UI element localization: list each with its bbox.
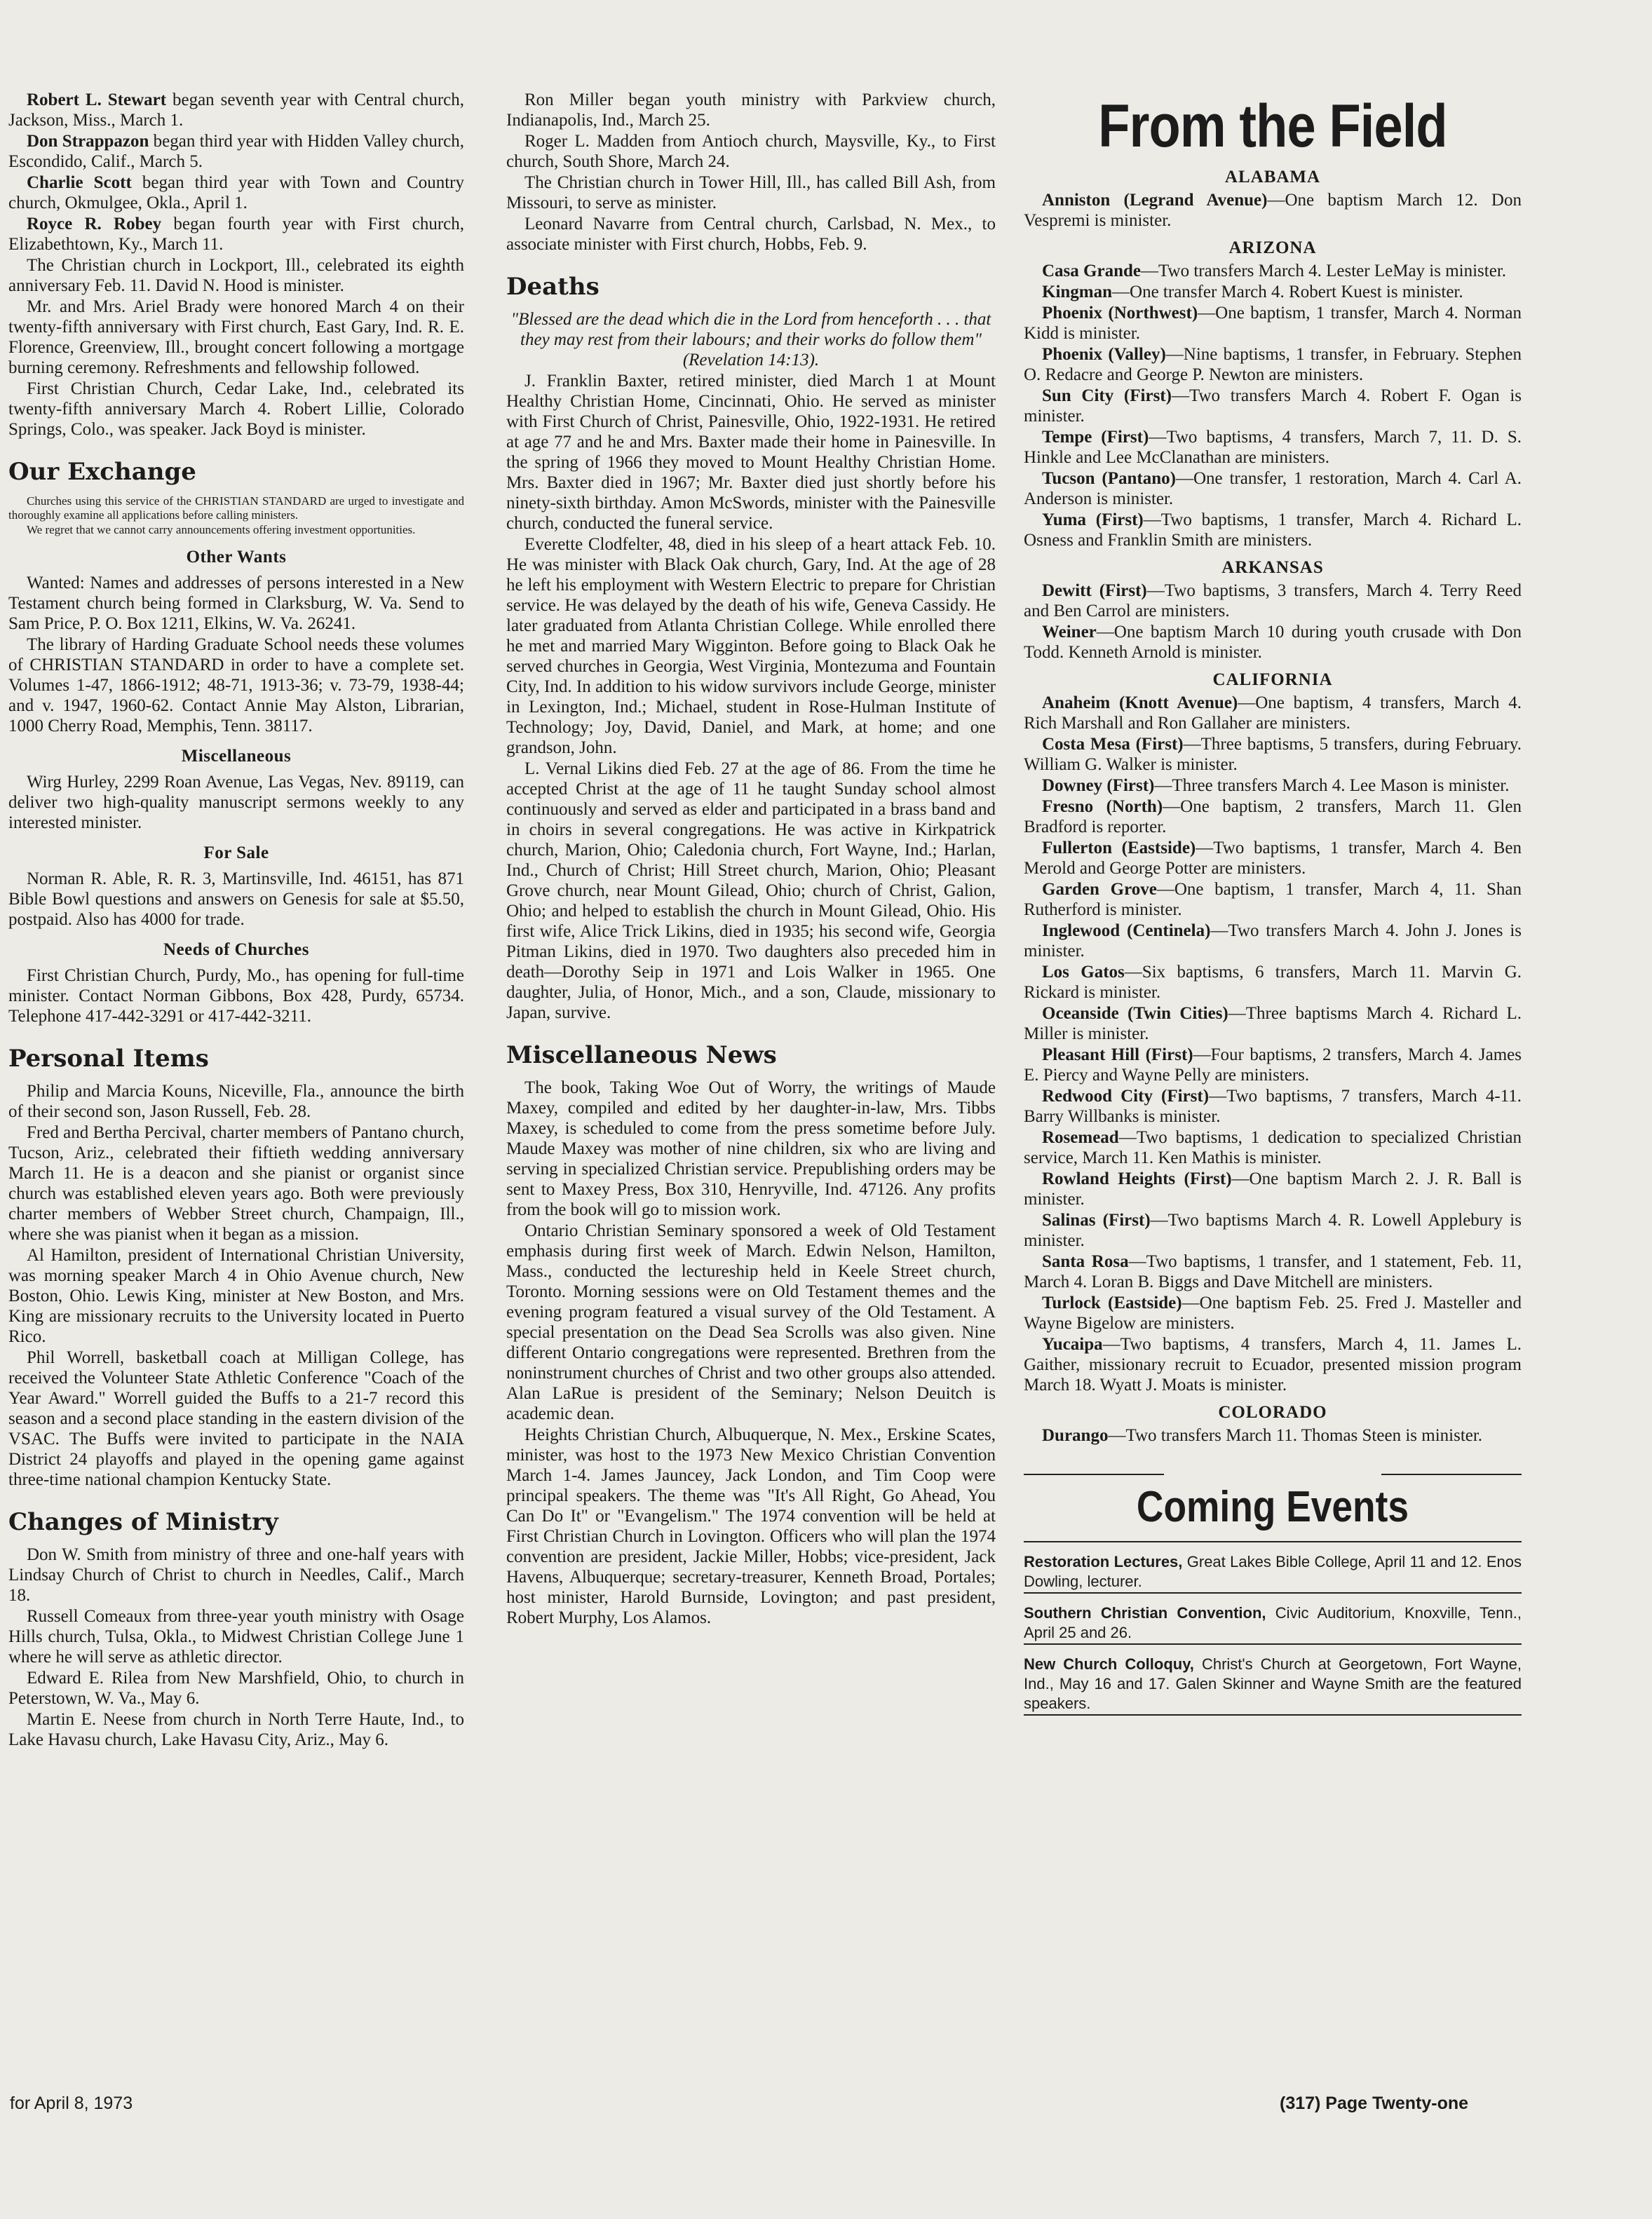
footer-page-number: (317) Page Twenty-one <box>1280 2094 1469 2113</box>
church-report-text: —Two baptisms, 1 transfer, and 1 statement, Feb. 11, March 4. Loran B. Biggs and Dave Mitchell are ministers. <box>1024 1252 1522 1291</box>
changes-of-ministry-heading: Changes of Ministry <box>8 1508 278 1536</box>
church-report-text: —One transfer, 1 restoration, March 4. Carl A. Anderson is minister. <box>1024 469 1522 508</box>
item-paragraph: Russell Comeaux from three-year youth ministry with Osage Hills church, Tulsa, Okla., to Midwest Christian College June 1 where he will serve as athletic director. <box>8 1607 464 1667</box>
misc-news-list <box>506 1078 996 1628</box>
ministry-items <box>506 90 996 255</box>
church-report-text: —Three baptisms March 4. Richard L. Miller is minister. <box>1024 1004 1522 1043</box>
church-report <box>1024 1210 1522 1251</box>
church-report-text: —Two baptisms, 1 dedication to specialized Christian service, March 11. Ken Mathis is minister. <box>1024 1128 1522 1167</box>
item-paragraph: Don W. Smith from ministry of three and one-half years with Lindsay Church of Christ to church in Needles, Calif., March 18. <box>8 1545 464 1605</box>
item-paragraph: The book, Taking Woe Out of Worry, the writings of Maude Maxey, compiled and edited by her daughter-in-law, Mrs. Tibbs Maxey, is scheduled to come from the press sometime before July. Maude Maxey was mother of nine children, six who are living and serving in specialized Christian service. Prepublishing orders may be sent to Maxey Press, Box 310, Henryville, Ind. 47126. Any profits from the book will go to mission work. <box>506 1078 996 1219</box>
column-middle <box>506 90 996 1629</box>
church-name: Anniston (Legrand Avenue) <box>1042 191 1268 210</box>
church-report-text: —Nine baptisms, 1 transfer, in February. Stephen O. Redacre and George P. Newton are ministers. <box>1024 345 1522 384</box>
miscellaneous-list <box>8 772 464 833</box>
item-paragraph: First Christian Church, Purdy, Mo., has opening for full-time minister. Contact Norman Gibbons, Box 428, Purdy, 65734. Telephone 417-442-3291 or 417-442-3211. <box>8 966 464 1026</box>
changes-list <box>8 1545 464 1750</box>
church-report-text: —Two transfers March 11. Thomas Steen is minister. <box>1108 1426 1483 1445</box>
church-report-text: —Two transfers March 4. John J. Jones is minister. <box>1024 921 1522 961</box>
church-report <box>1024 879 1522 920</box>
state-reports <box>1024 167 1522 1446</box>
events-rule <box>1024 1643 1522 1645</box>
misc-news-heading: Miscellaneous News <box>506 1041 777 1069</box>
state-heading: ARKANSAS <box>1221 558 1324 577</box>
church-name: Santa Rosa <box>1042 1252 1129 1271</box>
other-wants-list <box>8 573 464 736</box>
church-report <box>1024 1003 1522 1044</box>
item-paragraph: Martin E. Neese from church in North Terre Haute, Ind., to Lake Havasu church, Lake Havasu City, Ariz., May 6. <box>8 1710 464 1749</box>
item-paragraph: Phil Worrell, basketball coach at Milligan College, has received the Volunteer State Athletic Conference "Coach of the Year Award." Worrell guided the Buffs to a 21-7 record this season and a second place standing in the eastern division of the VSAC. The Buffs were invited to participate in the NAIA District 24 playoffs and played in the opening game against three-time national champion Kentucky State. <box>8 1348 464 1489</box>
church-report-text: —One baptism March 2. J. R. Ball is minister. <box>1024 1169 1522 1209</box>
event-name: Restoration Lectures, <box>1024 1553 1183 1570</box>
announcement-text: Mr. and Mrs. Ariel Brady were honored March 4 on their twenty-fifth anniversary with First church, East Gary, Ind. R. E. Florence, Greenview, Ill., brought concert following a mortgage burning ceremony. Refreshments and fellowship followed. <box>8 297 464 377</box>
church-report-text: —One baptism March 12. Don Vespremi is minister. <box>1024 191 1522 230</box>
announcement-item <box>8 90 464 130</box>
church-report <box>1024 303 1522 344</box>
exchange-note: Churches using this service of the CHRISTIAN STANDARD are urged to investigate and thoroughly examine all applications before calling ministers. <box>8 494 464 522</box>
event-item <box>1024 1552 1522 1592</box>
other-wants-heading: Other Wants <box>186 548 287 566</box>
church-report <box>1024 796 1522 837</box>
announcement-item <box>8 172 464 213</box>
divider-line <box>1381 1474 1522 1475</box>
item-paragraph: Ron Miller began youth ministry with Parkview church, Indianapolis, Ind., March 25. <box>506 90 996 130</box>
church-name: Sun City (First) <box>1042 386 1172 405</box>
footer-date: for April 8, 1973 <box>10 2094 133 2113</box>
church-report <box>1024 1293 1522 1334</box>
from-the-field-heading: From the Field <box>1098 93 1447 160</box>
announcement-text: began third year with Town and Country church, Okmulgee, Okla., April 1. <box>8 173 464 212</box>
state-heading: ARIZONA <box>1228 238 1317 257</box>
personal-items-heading: Personal Items <box>8 1045 209 1073</box>
item-paragraph: Leonard Navarre from Central church, Carlsbad, N. Mex., to associate minister with First church, Hobbs, Feb. 9. <box>506 215 996 254</box>
church-report-text: —One baptism, 2 transfers, March 11. Glen Bradford is reporter. <box>1024 797 1522 836</box>
church-report-text: —Three baptisms, 5 transfers, during February. William G. Walker is minister. <box>1024 735 1522 774</box>
announcement-item <box>8 255 464 296</box>
announcement-text: began seventh year with Central church, Jackson, Miss., March 1. <box>8 90 465 130</box>
church-report-text: —One baptism Feb. 25. Fred J. Masteller and Wayne Bigelow are ministers. <box>1024 1294 1522 1333</box>
church-report <box>1024 775 1522 796</box>
item-paragraph: The Christian church in Tower Hill, Ill., has called Bill Ash, from Missouri, to serve as minister. <box>506 173 996 212</box>
events-list <box>1024 1552 1522 1716</box>
event-name: Southern Christian Convention, <box>1024 1604 1266 1622</box>
church-report <box>1024 1045 1522 1085</box>
item-paragraph: Norman R. Able, R. R. 3, Martinsville, Ind. 46151, has 871 Bible Bowl questions and answers on Genesis for sale at $5.50, postpaid. Also has 4000 for trade. <box>8 869 464 929</box>
church-name: Phoenix (Valley) <box>1042 345 1166 364</box>
church-report-text: —Two transfers March 4. Lester LeMay is minister. <box>1140 262 1507 280</box>
church-report <box>1024 1127 1522 1168</box>
events-rule <box>1024 1714 1522 1716</box>
church-report-text: —Two baptisms, 3 transfers, March 4. Terry Reed and Ben Carrol are ministers. <box>1024 581 1522 620</box>
coming-events-heading: Coming Events <box>1136 1483 1409 1531</box>
our-exchange-heading: Our Exchange <box>8 458 196 486</box>
state-heading: COLORADO <box>1218 1403 1327 1422</box>
divider-line <box>1024 1474 1164 1475</box>
exchange-note: We regret that we cannot carry announcements offering investment opportunities. <box>27 523 416 536</box>
column-left <box>8 90 464 1751</box>
announcement-text: The Christian church in Lockport, Ill., celebrated its eighth anniversary Feb. 11. David N. Hood is minister. <box>8 256 464 295</box>
church-report-text: —One baptism March 10 during youth crusade with Don Todd. Kenneth Arnold is minister. <box>1024 623 1522 662</box>
church-report <box>1024 693 1522 733</box>
church-report <box>1024 510 1522 550</box>
church-report-text: —Three transfers March 4. Lee Mason is minister. <box>1154 776 1510 795</box>
announcements-list <box>8 90 464 440</box>
church-name: Weiner <box>1042 623 1097 642</box>
church-report <box>1024 622 1522 663</box>
announcement-item <box>8 214 464 255</box>
personal-items-list <box>8 1081 464 1490</box>
church-report <box>1024 581 1522 621</box>
events-rule <box>1024 1541 1522 1542</box>
column-right <box>1024 90 1522 1725</box>
church-name: Turlock (Eastside) <box>1042 1294 1182 1312</box>
item-paragraph: Roger L. Madden from Antioch church, Maysville, Ky., to First church, South Shore, March 24. <box>506 132 996 171</box>
for-sale-heading: For Sale <box>203 843 269 862</box>
item-paragraph: Wirg Hurley, 2299 Roan Avenue, Las Vegas, Nev. 89119, can deliver two high-quality manuscript sermons weekly to any interested minister. <box>8 773 464 832</box>
church-report <box>1024 427 1522 468</box>
church-name: Tucson (Pantano) <box>1042 469 1176 488</box>
church-name: Yuma (First) <box>1042 510 1144 529</box>
deaths-quote: "Blessed are the dead which die in the Lord from henceforth . . . that they may rest from their labours; and their works do follow them" (Revelation 14:13). <box>510 310 991 369</box>
item-paragraph: Philip and Marcia Kouns, Niceville, Fla., announce the birth of their second son, Jason Russell, Feb. 28. <box>8 1082 464 1121</box>
church-name: Dewitt (First) <box>1042 581 1147 600</box>
for-sale-list <box>8 869 464 930</box>
church-name: Redwood City (First) <box>1042 1087 1210 1106</box>
church-report <box>1024 468 1522 509</box>
announcement-text: First Christian Church, Cedar Lake, Ind., celebrated its twenty-fifth anniversary March 4. Robert Lillie, Colorado Springs, Colo., was speaker. Jack Boyd is minister. <box>8 379 464 439</box>
item-paragraph: The library of Harding Graduate School needs these volumes of CHRISTIAN STANDARD in order to have a complete set. Volumes 1-47, 1866-1912; 48-71, 1913-36; v. 73-79, 1938-44; and v. 1947, 1960-62. Contact Annie May Alston, Librarian, 1000 Cherry Road, Memphis, Tenn. 38117. <box>8 635 464 735</box>
miscellaneous-heading: Miscellaneous <box>181 747 292 766</box>
church-name: Pleasant Hill (First) <box>1042 1045 1193 1064</box>
church-name: Los Gatos <box>1042 963 1125 982</box>
church-name: Kingman <box>1042 283 1113 301</box>
church-name: Fullerton (Eastside) <box>1042 839 1196 857</box>
announcement-item <box>8 379 464 440</box>
event-item <box>1024 1655 1522 1714</box>
church-report <box>1024 962 1522 1003</box>
section-divider <box>1024 1474 1522 1475</box>
announcement-text: began fourth year with First church, Elizabethtown, Ky., March 11. <box>8 215 464 254</box>
announcement-item <box>8 297 464 378</box>
item-paragraph: L. Vernal Likins died Feb. 27 at the age of 86. From the time he accepted Christ at the age of 11 he taught Sunday school almost continuously and served as elder and participated in a brass band and in choirs in several congregations. He was active in Kirkpatrick church, Marion, Ohio; Caledonia church, Fort Wayne, Ind.; Harlan, Ind., Church of Christ; Hill Street church, Marion, Ohio; Pleasant Grove church, near Mount Gilead, Ohio; church of Christ, Galion, Ohio; and helped to establish the church in Mount Gilead, Ohio. His first wife, Alice Trick Likins, died in 1935; his second wife, Georgia Pitman Likins, died in 1970. Two daughters also preceded him in death—Dorothy Seip in 1971 and Lois Walker in 1965. One daughter, Julia, of Honor, Mich., and a son, Claude, missionary to Japan, survive. <box>506 759 996 1022</box>
church-name: Costa Mesa (First) <box>1042 735 1184 754</box>
church-report-text: —Two baptisms, 4 transfers, March 7, 11. D. S. Hinkle and Lee McClanathan are ministers. <box>1024 428 1522 467</box>
church-report-text: —One baptism, 1 transfer, March 4, 11. Shan Rutherford is minister. <box>1024 880 1522 919</box>
item-paragraph: Wanted: Names and addresses of persons interested in a New Testament church being formed in Clarksburg, W. Va. Send to Sam Price, P. O. Box 1211, Elkins, W. Va. 26241. <box>8 574 464 633</box>
church-name: Rosemead <box>1042 1128 1119 1147</box>
announcement-text: began third year with Hidden Valley church, Escondido, Calif., March 5. <box>8 132 464 171</box>
deaths-heading: Deaths <box>506 273 600 301</box>
church-name: Oceanside (Twin Cities) <box>1042 1004 1228 1023</box>
announcement-item <box>8 131 464 172</box>
church-name: Phoenix (Northwest) <box>1042 304 1198 323</box>
church-name: Fresno (North) <box>1042 797 1163 816</box>
church-name: Rowland Heights (First) <box>1042 1169 1232 1188</box>
church-report-text: —One baptism, 4 transfers, March 4. Rich Marshall and Ron Gallaher are ministers. <box>1024 693 1522 733</box>
person-name: Robert L. Stewart <box>27 90 167 109</box>
item-paragraph: J. Franklin Baxter, retired minister, died March 1 at Mount Healthy Christian Home, Cincinnati, Ohio. He served as minister with First Church of Christ, Painesville, Ohio, 1922-1931. He retired at age 77 and he and Mrs. Baxter made their home in Painesville. In the spring of 1966 they moved to Mount Healthy Christian Home. Mrs. Baxter died in 1967; Mr. Baxter died just shortly before his ninety-sixth birthday. Amon McSwords, minister with the Painesville church, conducted the funeral service. <box>506 372 996 533</box>
church-report <box>1024 261 1522 281</box>
event-details: Christ's Church at Georgetown, Fort Wayne, Ind., May 16 and 17. Galen Skinner and Wayne Smith are the featured speakers. <box>1024 1655 1522 1712</box>
church-report-text: —Two baptisms, 1 transfer, March 4. Richard L. Osness and Franklin Smith are ministers. <box>1024 510 1522 550</box>
event-details: Great Lakes Bible College, April 11 and 12. Enos Dowling, lecturer. <box>1024 1553 1522 1590</box>
church-name: Tempe (First) <box>1042 428 1149 447</box>
church-report <box>1024 838 1522 878</box>
church-report <box>1024 1086 1522 1127</box>
event-item <box>1024 1603 1522 1643</box>
events-rule <box>1024 1592 1522 1594</box>
church-name: Yucaipa <box>1042 1335 1103 1354</box>
church-report <box>1024 734 1522 775</box>
church-report-text: —Two baptisms March 4. R. Lowell Applebury is minister. <box>1024 1211 1522 1250</box>
state-heading: ALABAMA <box>1224 168 1321 186</box>
church-report <box>1024 344 1522 385</box>
church-name: Downey (First) <box>1042 776 1155 795</box>
person-name: Don Strappazon <box>27 132 149 151</box>
church-report <box>1024 921 1522 961</box>
item-paragraph: Everette Clodfelter, 48, died in his sleep of a heart attack Feb. 10. He was minister with Black Oak church, Gary, Ind. At the age of 28 he left his employment with Western Electric to prepare for Christian service. He was delayed by the death of his wife, Geneva Cassidy. He later graduated from Atlanta Christian College. While enrolled there he met and married Mary Wigginton. Before going to Black Oak he served churches in Georgia, West Virginia, Montezuma and Fountain City, Ind. In addition to his widow survivors include George, minister in Lexington, Ind.; Michael, student in Rose-Hulman Institute of Technology; Joy, David, Daniel, and Mark, at home; and one grandson, John. <box>506 535 996 757</box>
church-report <box>1024 386 1522 426</box>
church-report <box>1024 190 1522 231</box>
church-name: Salinas (First) <box>1042 1211 1151 1230</box>
needs-heading: Needs of Churches <box>163 940 310 959</box>
church-name: Anaheim (Knott Avenue) <box>1042 693 1238 712</box>
church-report-text: —One baptism, 1 transfer, March 4. Norman Kidd is minister. <box>1024 304 1522 343</box>
church-report-text: —Two baptisms, 4 transfers, March 4, 11. James L. Gaither, missionary recruit to Ecuador, presented mission program March 18. Wyatt J. Moats is minister. <box>1024 1335 1522 1394</box>
church-report-text: —Four baptisms, 2 transfers, March 4. James E. Piercy and Wayne Pelly are ministers. <box>1024 1045 1522 1085</box>
church-report-text: —Two transfers March 4. Robert F. Ogan is minister. <box>1024 386 1522 426</box>
church-report <box>1024 1425 1522 1446</box>
church-report-text: —Six baptisms, 6 transfers, March 11. Marvin G. Rickard is minister. <box>1024 963 1522 1002</box>
church-name: Inglewood (Centinela) <box>1042 921 1211 940</box>
needs-list <box>8 965 464 1026</box>
deaths-list <box>506 371 996 1023</box>
item-paragraph: Edward E. Rilea from New Marshfield, Ohio, to church in Peterstown, W. Va., May 6. <box>8 1669 464 1708</box>
church-report-text: —Two baptisms, 1 transfer, March 4. Ben Merold and George Potter are ministers. <box>1024 839 1522 878</box>
event-name: New Church Colloquy, <box>1024 1655 1194 1673</box>
church-name: Garden Grove <box>1042 880 1157 899</box>
church-report-text: —Two baptisms, 7 transfers, March 4-11. Barry Willbanks is minister. <box>1024 1087 1522 1126</box>
item-paragraph: Al Hamilton, president of International Christian University, was morning speaker March 4 in Ohio Avenue church, New Boston, Ohio. Lewis King, minister at New Boston, and Mrs. King are missionary recruits to the University located in Puerto Rico. <box>8 1246 464 1346</box>
church-report <box>1024 1334 1522 1395</box>
church-report <box>1024 1251 1522 1292</box>
state-heading: CALIFORNIA <box>1212 670 1333 689</box>
event-details: Civic Auditorium, Knoxville, Tenn., April 25 and 26. <box>1024 1604 1522 1641</box>
church-report-text: —One transfer March 4. Robert Kuest is minister. <box>1112 283 1463 301</box>
person-name: Royce R. Robey <box>27 215 162 233</box>
item-paragraph: Fred and Bertha Percival, charter members of Pantano church, Tucson, Ariz., celebrated their fiftieth wedding anniversary March 11. He is a deacon and she pianist or organist since church was established eleven years ago. Both were previously charter members of Webber Street church, Champaign, Ill., where she was pianist when it began as a mission. <box>8 1123 464 1244</box>
person-name: Charlie Scott <box>27 173 132 192</box>
church-report <box>1024 1169 1522 1209</box>
item-paragraph: Heights Christian Church, Albuquerque, N. Mex., Erskine Scates, minister, was host to the 1973 New Mexico Christian Convention March 1-4. James Jauncey, Jack London, and Tim Coop were principal speakers. The theme was "It's All Right, Go Ahead, You Can Do It" or "Evangelism." The 1974 convention will be held at First Christian Church in Lovington. Officers who will plan the 1974 convention are president, Jackie Miller, Hobbs; vice-president, Jack Havens, Albuquerque; secretary-treasurer, Kenneth Broad, Portales; host minister, Harold Burnside, Lovington; and past president, Robert Murphy, Los Alamos. <box>506 1425 996 1627</box>
church-report <box>1024 282 1522 302</box>
church-name: Casa Grande <box>1042 262 1141 280</box>
item-paragraph: Ontario Christian Seminary sponsored a week of Old Testament emphasis during first week of March. Edwin Nelson, Hamilton, Mass., conducted the lectureship held in Keele Street church, Toronto. Morning sessions were on Old Testament themes and the evening program featured a visual survey of the Old Testament. A special presentation on the Dead Sea Scrolls was also given. Nine different Ontario congregations were represented. Brethren from the noninstrument churches of Christ and two other groups also attended. Alan LaRue is president of the Seminary; Nelson Deuitch is academic dean. <box>506 1221 996 1423</box>
church-name: Durango <box>1042 1426 1109 1445</box>
